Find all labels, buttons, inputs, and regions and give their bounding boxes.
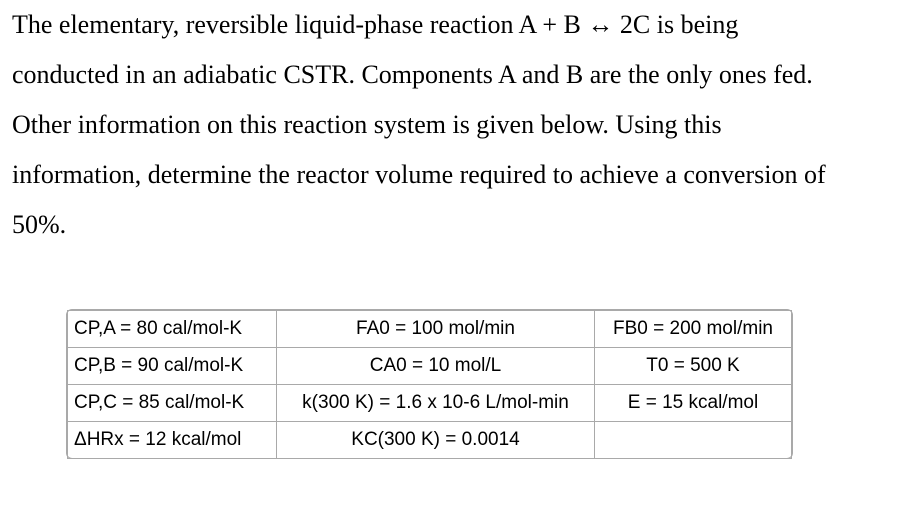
table-cell: CA0 = 10 mol/L — [277, 348, 595, 385]
table-row — [68, 385, 792, 422]
problem-line-4: information, determine the reactor volume required to achieve a conversion of — [12, 160, 826, 189]
table-cell: FA0 = 100 mol/min — [277, 311, 595, 348]
table-cell: FB0 = 200 mol/min — [595, 311, 792, 348]
table-row — [68, 422, 792, 459]
table-cell: CP,B = 90 cal/mol-K — [68, 348, 277, 385]
problem-line-3: Other information on this reaction system is given below. Using this — [12, 110, 722, 139]
table-cell: ΔHRx = 12 kcal/mol — [68, 422, 277, 459]
table-row — [68, 348, 792, 385]
table-cell: KC(300 K) = 0.0014 — [277, 422, 595, 459]
parameter-table — [67, 310, 792, 459]
table-cell: T0 = 500 K — [595, 348, 792, 385]
table-cell: CP,C = 85 cal/mol-K — [68, 385, 277, 422]
problem-line-1: The elementary, reversible liquid-phase reaction A + B ↔ 2C is being — [12, 10, 739, 39]
table-cell: k(300 K) = 1.6 x 10-6 L/mol-min — [277, 385, 595, 422]
problem-line-5: 50%. — [12, 210, 67, 239]
table-cell: E = 15 kcal/mol — [595, 385, 792, 422]
problem-statement — [12, 0, 902, 250]
problem-line-2: conducted in an adiabatic CSTR. Components A and B are the only ones fed. — [12, 60, 813, 89]
table-cell: CP,A = 80 cal/mol-K — [68, 311, 277, 348]
table-row — [68, 311, 792, 348]
table-cell — [595, 422, 792, 459]
